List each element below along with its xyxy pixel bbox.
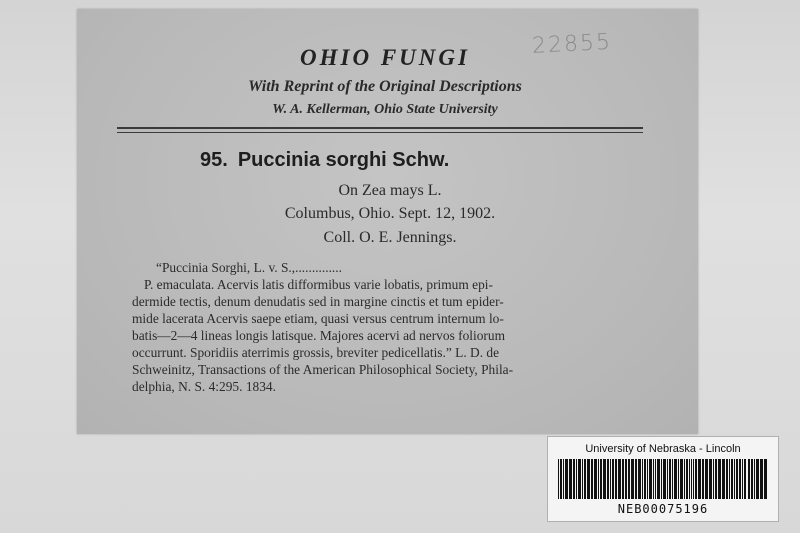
description-line: delphia, N. S. 4:295. 1834. — [132, 379, 276, 394]
barcode-bar — [731, 459, 733, 499]
barcode-bar — [607, 459, 609, 499]
barcode-bar — [565, 459, 568, 499]
barcode-bar — [638, 459, 641, 499]
barcode-bar — [612, 459, 614, 499]
barcode-bar — [647, 459, 648, 499]
barcode-bar — [584, 459, 586, 499]
barcode-bar — [689, 459, 690, 499]
original-description — [132, 259, 650, 395]
barcode-bar — [734, 459, 735, 499]
barcode-bar — [558, 459, 559, 499]
barcode-bar — [653, 459, 654, 499]
barcode-bar — [726, 459, 728, 499]
divider-rule-thin — [117, 132, 643, 133]
barcode-bar — [573, 459, 575, 499]
barcode-bar — [622, 459, 624, 499]
barcode-bar — [560, 459, 562, 499]
description-line: “Puccinia Sorghi, L. v. S.,.............. — [156, 260, 342, 275]
barcode-bar — [718, 459, 721, 499]
barcode-bar — [618, 459, 621, 499]
host-line: On Zea mays L. — [338, 182, 442, 199]
barcode-bar — [591, 459, 593, 499]
barcode-bar — [610, 459, 611, 499]
barcode-bar — [631, 459, 634, 499]
barcode-bar — [669, 459, 671, 499]
barcode-bar — [748, 459, 750, 499]
institution-name: University of Nebraska - Lincoln — [585, 443, 741, 455]
barcode-bar — [751, 459, 753, 499]
label-title: OHIO FUNGI — [300, 45, 470, 70]
barcode-bar — [663, 459, 666, 499]
barcode-bar — [603, 459, 606, 499]
barcode-bar — [760, 459, 763, 499]
barcode-bar — [684, 459, 685, 499]
barcode-bar — [667, 459, 668, 499]
barcode-bar — [736, 459, 738, 499]
species-name: Puccinia sorghi Schw. — [237, 149, 450, 171]
barcode-bar — [722, 459, 725, 499]
location-date-line: Columbus, Ohio. Sept. 12, 1902. — [284, 205, 496, 222]
description-line: P. emaculata. Acervis latis difformibus varie lobatis, primum epi- — [144, 277, 493, 292]
divider-rule-thick — [117, 127, 643, 129]
barcode-bar — [742, 459, 743, 499]
barcode-bar — [680, 459, 683, 499]
barcode-bar — [649, 459, 652, 499]
barcode-bar — [615, 459, 617, 499]
barcode-bar — [600, 459, 602, 499]
barcode-bar — [729, 459, 730, 499]
barcode-bar — [576, 459, 577, 499]
barcode-number: NEB00075196 — [617, 502, 709, 516]
barcode-bar — [594, 459, 597, 499]
barcode-bar — [702, 459, 704, 499]
description-line: Schweinitz, Transactions of the American Philosophical Society, Phila- — [132, 362, 514, 377]
collector-line: Coll. O. E. Jennings. — [323, 229, 457, 246]
barcode-bar — [754, 459, 755, 499]
barcode-bar — [578, 459, 581, 499]
barcode-bar — [693, 459, 694, 499]
description-line: occurrunt. Sporidiis aterrimis grossis, breviter pedicellatis.” L. D. de — [132, 345, 500, 360]
barcode-bar — [642, 459, 643, 499]
barcode-bar — [695, 459, 697, 499]
description-line: batis—2—4 lineas longis latisque. Majores acervi ad nervos foliorum — [132, 328, 505, 343]
barcode-bar — [655, 459, 656, 499]
barcode-bar — [674, 459, 677, 499]
description-line: mide lacerata Acervis saepe etiam, quasi versus centrum internum lo- — [132, 311, 504, 326]
barcode-bar — [587, 459, 590, 499]
barcode-bar — [628, 459, 630, 499]
barcode-bar — [739, 459, 741, 499]
barcode-bar — [661, 459, 662, 499]
barcode-bar — [686, 459, 688, 499]
species-heading — [200, 149, 570, 172]
specimen-number: 95. — [200, 149, 228, 171]
barcode-bar — [713, 459, 714, 499]
barcode-card — [547, 436, 779, 522]
barcode-bar — [598, 459, 599, 499]
barcode-bar — [698, 459, 701, 499]
barcode-bar — [569, 459, 572, 499]
barcode-bar — [715, 459, 717, 499]
label-author: W. A. Kellerman, Ohio State University — [272, 102, 498, 117]
barcode-bar — [657, 459, 660, 499]
barcode-bar — [705, 459, 708, 499]
barcode-bar — [744, 459, 746, 499]
barcode-bar — [625, 459, 627, 499]
description-line: dermide tectis, denum denudatis sed in margine cinctis et tum epider- — [132, 294, 504, 309]
barcode-bar — [644, 459, 646, 499]
barcode-bar — [678, 459, 679, 499]
barcode-bar — [672, 459, 673, 499]
barcode-bar — [691, 459, 692, 499]
barcode-graphic — [556, 459, 770, 499]
label-subtitle: With Reprint of the Original Descriptions — [248, 78, 522, 95]
barcode-bar — [764, 459, 767, 499]
barcode-bar — [582, 459, 583, 499]
barcode-bar — [563, 459, 564, 499]
handwritten-accession-number: 22855 — [531, 29, 613, 59]
barcode-bar — [635, 459, 637, 499]
barcode-bar — [709, 459, 712, 499]
barcode-bar — [756, 459, 759, 499]
